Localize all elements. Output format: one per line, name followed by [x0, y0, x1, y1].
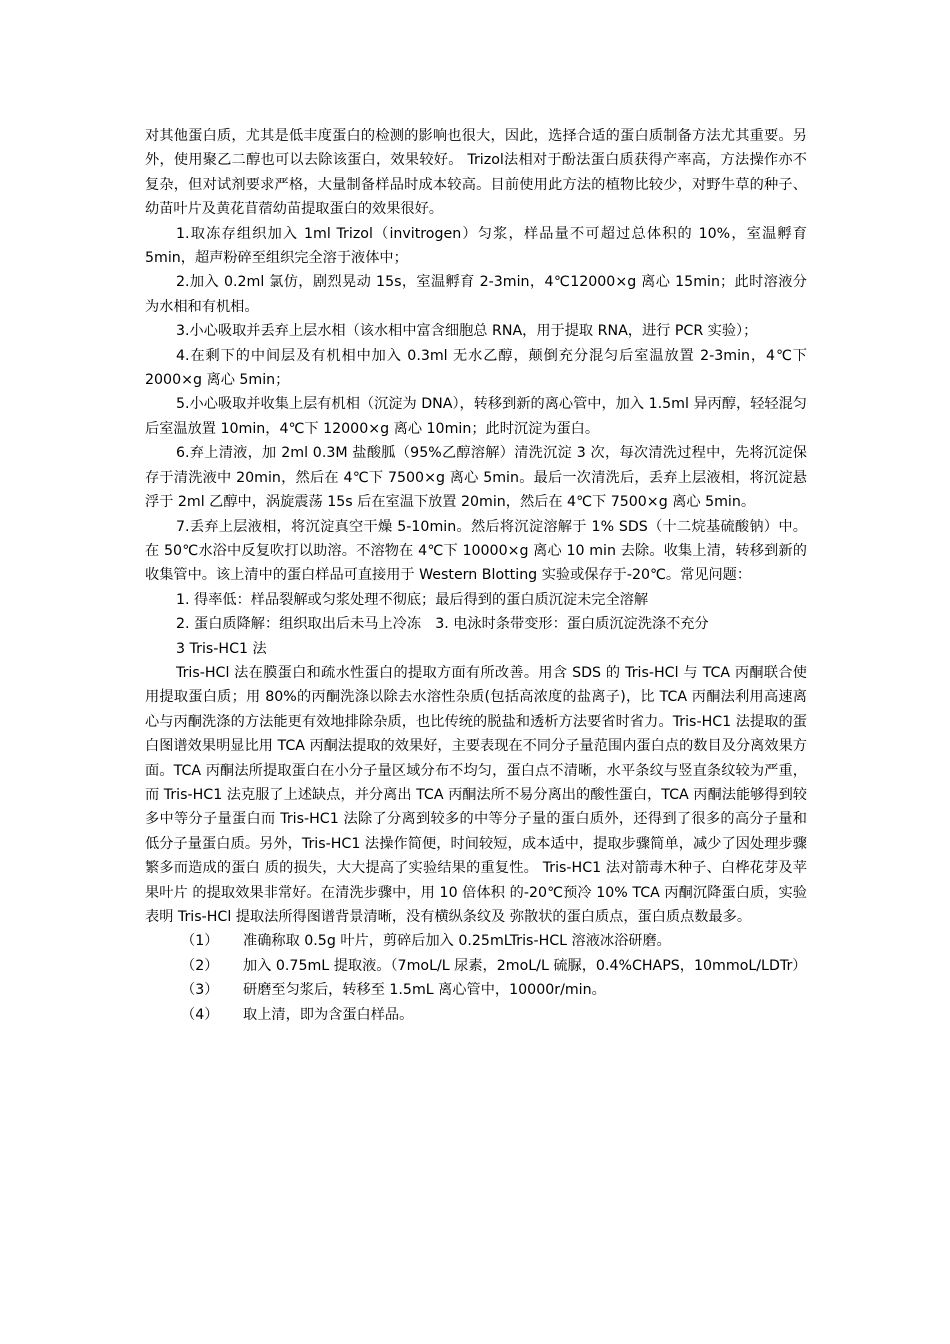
trizol-step-3: 3.小心吸取并丢弃上层水相（该水相中富含细胞总 RNA，用于提取 RNA，进行 PCR 实验）；	[176, 323, 758, 340]
step-text: 取上清，即为含蛋白样品。	[243, 1006, 414, 1023]
trizol-step-6: 6.弃上清液，加 2ml 0.3M 盐酸胍（95%乙醇溶解）清洗沉淀 3 次，每次清洗过程中，先将沉淀保存于清洗液中 20min，然后在 4℃下 7500×g 离心 5min。最后一次清洗后，丢弃上层液相，将沉淀悬浮于 2ml 乙醇中，涡旋震荡 15s 后在室温下放置 20min，然后在 4℃下 7500×g 离心 5min。	[145, 445, 807, 511]
step-number: （3）	[181, 982, 219, 999]
protocol-step-2	[145, 954, 807, 978]
step-text: 加入 0.75mL 提取液。（7moL/L 尿素，2moL/L 硫脲，0.4%CHAPS，10mmoL/LDTr）	[243, 957, 807, 974]
trizol-step-1: 1.取冻存组织加入 1ml Trizol（invitrogen）匀浆，样品量不可超过总体积的 10%，室温孵育 5min，超声粉碎至组织完全溶于液体中；	[145, 225, 807, 267]
protocol-step-3	[145, 978, 807, 1002]
paragraph-intro: 对其他蛋白质，尤其是低丰度蛋白的检测的影响也很大，因此，选择合适的蛋白质制备方法尤其重要。另外，使用聚乙二醇也可以去除该蛋白，效果较好。 Trizol法相对于酚法蛋白质获得产率高，方法操作亦不复杂，但对试剂要求严格，大量制备样品时成本较高。目前使用此方法的植物比较少，对野牛草的种子、幼苗叶片及黄花苜蓿幼苗提取蛋白的效果很好。	[145, 128, 807, 218]
protocol-step-1	[145, 929, 807, 953]
step-number: （2）	[181, 957, 219, 974]
document-body	[145, 124, 807, 1027]
step-text: 准确称取 0.5g 叶片，剪碎后加入 0.25mLTris-HCL 溶液冰浴研磨。	[243, 933, 671, 950]
trizol-step-4: 4.在剩下的中间层及有机相中加入 0.3ml 无水乙醇，颠倒充分混匀后室温放置 2-3min，4℃下 2000×g 离心 5min；	[145, 347, 807, 389]
paragraph-tris-hcl: Tris-HCl 法在膜蛋白和疏水性蛋白的提取方面有所改善。用含 SDS 的 Tris-HCl 与 TCA 丙酮联合使用提取蛋白质；用 80%的丙酮洗涤以除去水溶性杂质(包括高浓度的盐离子)，比 TCA 丙酮法利用高速离心与丙酮洗涤的方法能更有效地排除杂质，也比传统的脱盐和透析方法要省时省力。Tris-HC1 法提取的蛋白图谱效果明显比用 TCA 丙酮法提取的效果好，主要表现在不同分子量范围内蛋白点的数目及分离效果方面。TCA 丙酮法所提取蛋白在小分子量区域分布不均匀，蛋白点不清晰，水平条纹与竖直条纹较为严重，而 Tris-HC1 法克服了上述缺点，并分离出 TCA 丙酮法所不易分离出的酸性蛋白，TCA 丙酮法能够得到较多中等分子量蛋白而 Tris-HC1 法除了分离到较多的中等分子量的蛋白质外，还得到了很多的高分子量和低分子量蛋白质。另外，Tris-HC1 法操作简便，时间较短，成本适中，提取步骤简单，减少了因处理步骤繁多而造成的蛋白 质的损失，大大提高了实验结果的重复性。 Tris-HC1 法对箭毒木种子、白桦花芽及苹果叶片 的提取效果非常好。在清洗步骤中，用 10 倍体积 的-20℃预冷 10% TCA 丙酮沉降蛋白质，实验表明 Tris-HCl 提取法所得图谱背景清晰，没有横纵条纹及 弥散状的蛋白质点，蛋白质点数最多。	[145, 664, 807, 925]
step-text: 研磨至匀浆后，转移至 1.5mL 离心管中，10000r/min。	[243, 982, 606, 999]
trizol-step-7: 7.丢弃上层液相，将沉淀真空干燥 5-10min。然后将沉淀溶解于 1% SDS（十二烷基硫酸钠）中。在 50℃水浴中反复吹打以助溶。不溶物在 4℃下 10000×g 离心 10 min 去除。收集上清，转移到新的收集管中。该上清中的蛋白样品可直接用于 Western Blotting 实验或保存于-20℃。常见问题：	[145, 518, 807, 584]
step-number: （4）	[181, 1006, 219, 1023]
problem-1: 1. 得率低：样品裂解或匀浆处理不彻底；最后得到的蛋白质沉淀未完全溶解	[176, 591, 649, 608]
trizol-step-2: 2.加入 0.2ml 氯仿，剧烈晃动 15s，室温孵育 2-3min，4℃12000×g 离心 15min；此时溶液分为水相和有机相。	[145, 274, 807, 315]
section-heading: 3 Tris-HC1 法	[176, 640, 267, 657]
problem-2-3: 2. 蛋白质降解：组织取出后未马上冷冻 3. 电泳时条带变形：蛋白质沉淀洗涤不充分	[176, 616, 709, 633]
step-number: （1）	[181, 933, 219, 950]
protocol-step-4	[145, 1003, 807, 1027]
trizol-step-5: 5.小心吸取并收集上层有机相（沉淀为 DNA），转移到新的离心管中，加入 1.5ml 异丙醇，轻轻混匀后室温放置 10min，4℃下 12000×g 离心 10min；此时沉淀为蛋白。	[145, 396, 807, 437]
